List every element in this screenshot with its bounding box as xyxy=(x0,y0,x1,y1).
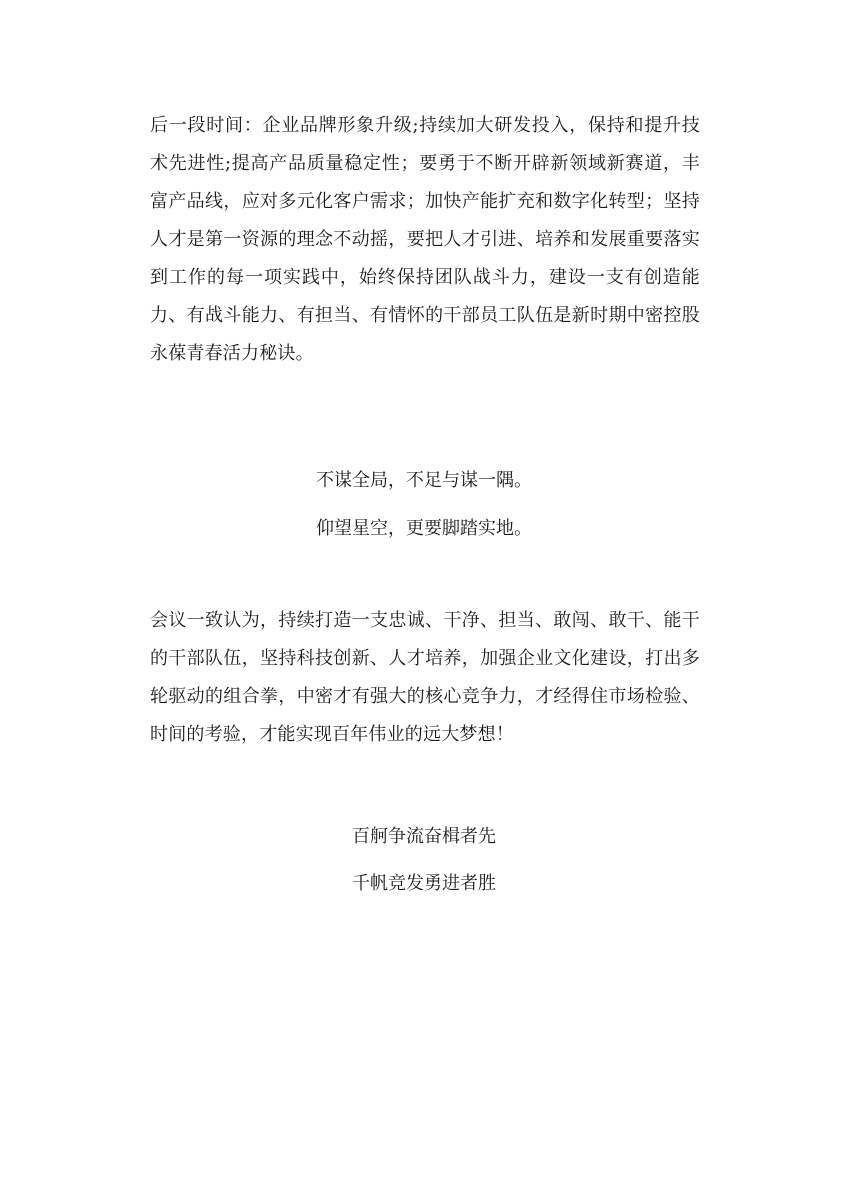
body-paragraph-1: 后一段时间：企业品牌形象升级;持续加大研发投入，保持和提升技术先进性;提高产品质量稳定性；要勇于不断开辟新领域新赛道，丰富产品线，应对多元化客户需求；加快产能扩充和数字化转型；坚持人才是第一资源的理念不动摇，要把人才引进、培养和发展重要落实到工作的每一项实践中，始终保持团队战斗力，建设一支有创造能力、有战斗能力、有担当、有情怀的干部员工队伍是新时期中密控股永葆青春活力秘诀。 xyxy=(150,115,700,364)
couplet-line-2: 千帆竞发勇进者胜 xyxy=(352,873,496,894)
couplet-line-1: 百舸争流奋楫者先 xyxy=(352,826,496,847)
quote-line-2: 仰望星空，更要脚踏实地。 xyxy=(316,518,532,539)
quote-line-1: 不谋全局，不足与谋一隅。 xyxy=(316,470,532,491)
body-paragraph-2: 会议一致认为，持续打造一支忠诚、干净、担当、敢闯、敢干、能干的干部队伍，坚持科技创新、人才培养，加强企业文化建设，打出多轮驱动的组合拳，中密才有强大的核心竞争力，才经得住市场检验、时间的考验，才能实现百年伟业的远大梦想！ xyxy=(150,610,700,745)
